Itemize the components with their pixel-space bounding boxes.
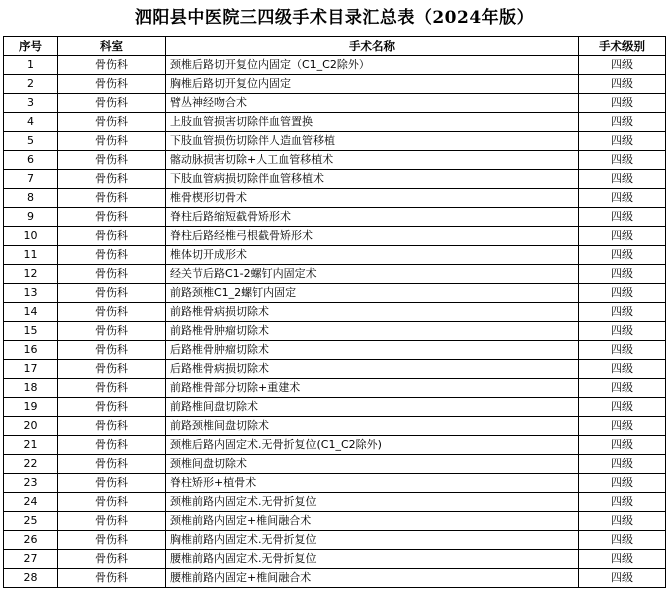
department-cell[interactable]: 骨伤科 [58, 189, 166, 208]
surgery-level-cell[interactable]: 四级 [579, 113, 666, 132]
surgery-name-cell[interactable]: 前路椎间盘切除术 [166, 398, 579, 417]
department-cell[interactable]: 骨伤科 [58, 151, 166, 170]
row-number-cell[interactable]: 23 [4, 474, 58, 493]
table-row [4, 56, 666, 75]
surgery-name-cell[interactable]: 颈椎间盘切除术 [166, 455, 579, 474]
surgery-name-cell[interactable]: 前路颈椎C1_2螺钉内固定 [166, 284, 579, 303]
surgery-level-cell[interactable]: 四级 [579, 341, 666, 360]
header-row [4, 37, 666, 56]
surgery-name-cell[interactable]: 椎骨楔形切骨术 [166, 189, 579, 208]
department-cell[interactable]: 骨伤科 [58, 531, 166, 550]
column-header-dept[interactable]: 科室 [58, 37, 166, 56]
surgery-level-cell[interactable]: 四级 [579, 417, 666, 436]
surgery-level-cell[interactable]: 四级 [579, 474, 666, 493]
surgery-level-cell[interactable]: 四级 [579, 550, 666, 569]
surgery-name-cell[interactable]: 前路椎骨部分切除+重建术 [166, 379, 579, 398]
row-number-cell[interactable]: 27 [4, 550, 58, 569]
column-header-no[interactable]: 序号 [4, 37, 58, 56]
row-number-cell[interactable]: 26 [4, 531, 58, 550]
surgery-name-cell[interactable]: 髂动脉损害切除+人工血管移植术 [166, 151, 579, 170]
surgery-level-cell[interactable]: 四级 [579, 379, 666, 398]
row-number-cell[interactable]: 7 [4, 170, 58, 189]
column-header-level[interactable]: 手术级别 [579, 37, 666, 56]
surgery-name-cell[interactable]: 胸椎前路内固定术.无骨折复位 [166, 531, 579, 550]
table-row [4, 417, 666, 436]
surgery-name-cell[interactable]: 上肢血管损害切除伴血管置换 [166, 113, 579, 132]
table-row [4, 303, 666, 322]
table-row [4, 189, 666, 208]
surgery-level-cell[interactable]: 四级 [579, 493, 666, 512]
row-number-cell[interactable]: 5 [4, 132, 58, 151]
row-number-cell[interactable]: 16 [4, 341, 58, 360]
department-cell[interactable]: 骨伤科 [58, 417, 166, 436]
table-row [4, 227, 666, 246]
row-number-cell[interactable]: 17 [4, 360, 58, 379]
table-row [4, 569, 666, 588]
surgery-level-cell[interactable]: 四级 [579, 75, 666, 94]
table-row [4, 550, 666, 569]
row-number-cell[interactable]: 20 [4, 417, 58, 436]
surgery-name-cell[interactable]: 椎体切开成形术 [166, 246, 579, 265]
row-number-cell[interactable]: 4 [4, 113, 58, 132]
surgery-level-cell[interactable]: 四级 [579, 322, 666, 341]
surgery-level-cell[interactable]: 四级 [579, 265, 666, 284]
surgery-catalog-table [3, 36, 666, 588]
row-number-cell[interactable]: 10 [4, 227, 58, 246]
surgery-level-cell[interactable]: 四级 [579, 246, 666, 265]
surgery-name-cell[interactable]: 胸椎后路切开复位内固定 [166, 75, 579, 94]
surgery-name-cell[interactable]: 经关节后路C1-2螺钉内固定术 [166, 265, 579, 284]
department-cell[interactable]: 骨伤科 [58, 341, 166, 360]
column-header-name[interactable]: 手术名称 [166, 37, 579, 56]
row-number-cell[interactable]: 11 [4, 246, 58, 265]
surgery-level-cell[interactable]: 四级 [579, 189, 666, 208]
department-cell[interactable]: 骨伤科 [58, 94, 166, 113]
row-number-cell[interactable]: 13 [4, 284, 58, 303]
table-row [4, 208, 666, 227]
document-title: 泗阳县中医院三四级手术目录汇总表（2024年版） [134, 8, 535, 28]
table-row [4, 246, 666, 265]
surgery-name-cell[interactable]: 后路椎骨肿瘤切除术 [166, 341, 579, 360]
department-cell[interactable]: 骨伤科 [58, 436, 166, 455]
department-cell[interactable]: 骨伤科 [58, 227, 166, 246]
table-row [4, 75, 666, 94]
department-cell[interactable]: 骨伤科 [58, 132, 166, 151]
department-cell[interactable]: 骨伤科 [58, 474, 166, 493]
department-cell[interactable]: 骨伤科 [58, 56, 166, 75]
table-row [4, 94, 666, 113]
surgery-level-cell[interactable]: 四级 [579, 360, 666, 379]
surgery-level-cell[interactable]: 四级 [579, 284, 666, 303]
table-row [4, 436, 666, 455]
department-cell[interactable]: 骨伤科 [58, 379, 166, 398]
row-number-cell[interactable]: 12 [4, 265, 58, 284]
surgery-name-cell[interactable]: 颈椎前路内固定术.无骨折复位 [166, 493, 579, 512]
department-cell[interactable]: 骨伤科 [58, 360, 166, 379]
surgery-level-cell[interactable]: 四级 [579, 531, 666, 550]
surgery-name-cell[interactable]: 前路颈椎间盘切除术 [166, 417, 579, 436]
surgery-level-cell[interactable]: 四级 [579, 227, 666, 246]
table-body [4, 56, 666, 588]
table-row [4, 379, 666, 398]
surgery-name-cell[interactable]: 腰椎前路内固定+椎间融合术 [166, 569, 579, 588]
table-row [4, 170, 666, 189]
table-row [4, 284, 666, 303]
row-number-cell[interactable]: 8 [4, 189, 58, 208]
table-row [4, 531, 666, 550]
table-row [4, 265, 666, 284]
surgery-level-cell[interactable]: 四级 [579, 303, 666, 322]
department-cell[interactable]: 骨伤科 [58, 75, 166, 94]
table-row [4, 360, 666, 379]
surgery-name-cell[interactable]: 腰椎前路内固定术.无骨折复位 [166, 550, 579, 569]
table-row [4, 113, 666, 132]
surgery-name-cell[interactable]: 颈椎后路切开复位内固定（C1_C2除外） [166, 56, 579, 75]
table-row [4, 151, 666, 170]
surgery-name-cell[interactable]: 下肢血管损伤切除伴人造血管移植 [166, 132, 579, 151]
row-number-cell[interactable]: 18 [4, 379, 58, 398]
table-row [4, 474, 666, 493]
table-row [4, 322, 666, 341]
row-number-cell[interactable]: 14 [4, 303, 58, 322]
department-cell[interactable]: 骨伤科 [58, 569, 166, 588]
department-cell[interactable]: 骨伤科 [58, 493, 166, 512]
surgery-level-cell[interactable]: 四级 [579, 455, 666, 474]
department-cell[interactable]: 骨伤科 [58, 284, 166, 303]
surgery-name-cell[interactable]: 后路椎骨病损切除术 [166, 360, 579, 379]
row-number-cell[interactable]: 15 [4, 322, 58, 341]
department-cell[interactable]: 骨伤科 [58, 550, 166, 569]
row-number-cell[interactable]: 6 [4, 151, 58, 170]
department-cell[interactable]: 骨伤科 [58, 113, 166, 132]
row-number-cell[interactable]: 2 [4, 75, 58, 94]
surgery-name-cell[interactable]: 前路椎骨病损切除术 [166, 303, 579, 322]
row-number-cell[interactable]: 21 [4, 436, 58, 455]
department-cell[interactable]: 骨伤科 [58, 170, 166, 189]
row-number-cell[interactable]: 1 [4, 56, 58, 75]
surgery-name-cell[interactable]: 前路椎骨肿瘤切除术 [166, 322, 579, 341]
department-cell[interactable]: 骨伤科 [58, 208, 166, 227]
row-number-cell[interactable]: 24 [4, 493, 58, 512]
surgery-level-cell[interactable]: 四级 [579, 170, 666, 189]
table-row [4, 512, 666, 531]
surgery-name-cell[interactable]: 脊柱矫形+植骨术 [166, 474, 579, 493]
surgery-name-cell[interactable]: 臂丛神经吻合术 [166, 94, 579, 113]
department-cell[interactable]: 骨伤科 [58, 322, 166, 341]
row-number-cell[interactable]: 3 [4, 94, 58, 113]
department-cell[interactable]: 骨伤科 [58, 455, 166, 474]
row-number-cell[interactable]: 25 [4, 512, 58, 531]
table-row [4, 398, 666, 417]
surgery-level-cell[interactable]: 四级 [579, 94, 666, 113]
surgery-level-cell[interactable]: 四级 [579, 436, 666, 455]
row-number-cell[interactable]: 9 [4, 208, 58, 227]
surgery-level-cell[interactable]: 四级 [579, 569, 666, 588]
surgery-level-cell[interactable]: 四级 [579, 512, 666, 531]
table-row [4, 341, 666, 360]
department-cell[interactable]: 骨伤科 [58, 512, 166, 531]
table-row [4, 132, 666, 151]
surgery-level-cell[interactable]: 四级 [579, 208, 666, 227]
surgery-name-cell[interactable]: 颈椎前路内固定+椎间融合术 [166, 512, 579, 531]
surgery-level-cell[interactable]: 四级 [579, 398, 666, 417]
surgery-name-cell[interactable]: 下肢血管病损切除伴血管移植术 [166, 170, 579, 189]
department-cell[interactable]: 骨伤科 [58, 398, 166, 417]
surgery-name-cell[interactable]: 脊柱后路经椎弓根截骨矫形术 [166, 227, 579, 246]
department-cell[interactable]: 骨伤科 [58, 246, 166, 265]
row-number-cell[interactable]: 22 [4, 455, 58, 474]
table-row [4, 455, 666, 474]
surgery-level-cell[interactable]: 四级 [579, 56, 666, 75]
surgery-name-cell[interactable]: 颈椎后路内固定术.无骨折复位(C1_C2除外) [166, 436, 579, 455]
row-number-cell[interactable]: 28 [4, 569, 58, 588]
row-number-cell[interactable]: 19 [4, 398, 58, 417]
department-cell[interactable]: 骨伤科 [58, 265, 166, 284]
surgery-level-cell[interactable]: 四级 [579, 132, 666, 151]
table-row [4, 493, 666, 512]
surgery-name-cell[interactable]: 脊柱后路缩短截骨矫形术 [166, 208, 579, 227]
surgery-level-cell[interactable]: 四级 [579, 151, 666, 170]
department-cell[interactable]: 骨伤科 [58, 303, 166, 322]
